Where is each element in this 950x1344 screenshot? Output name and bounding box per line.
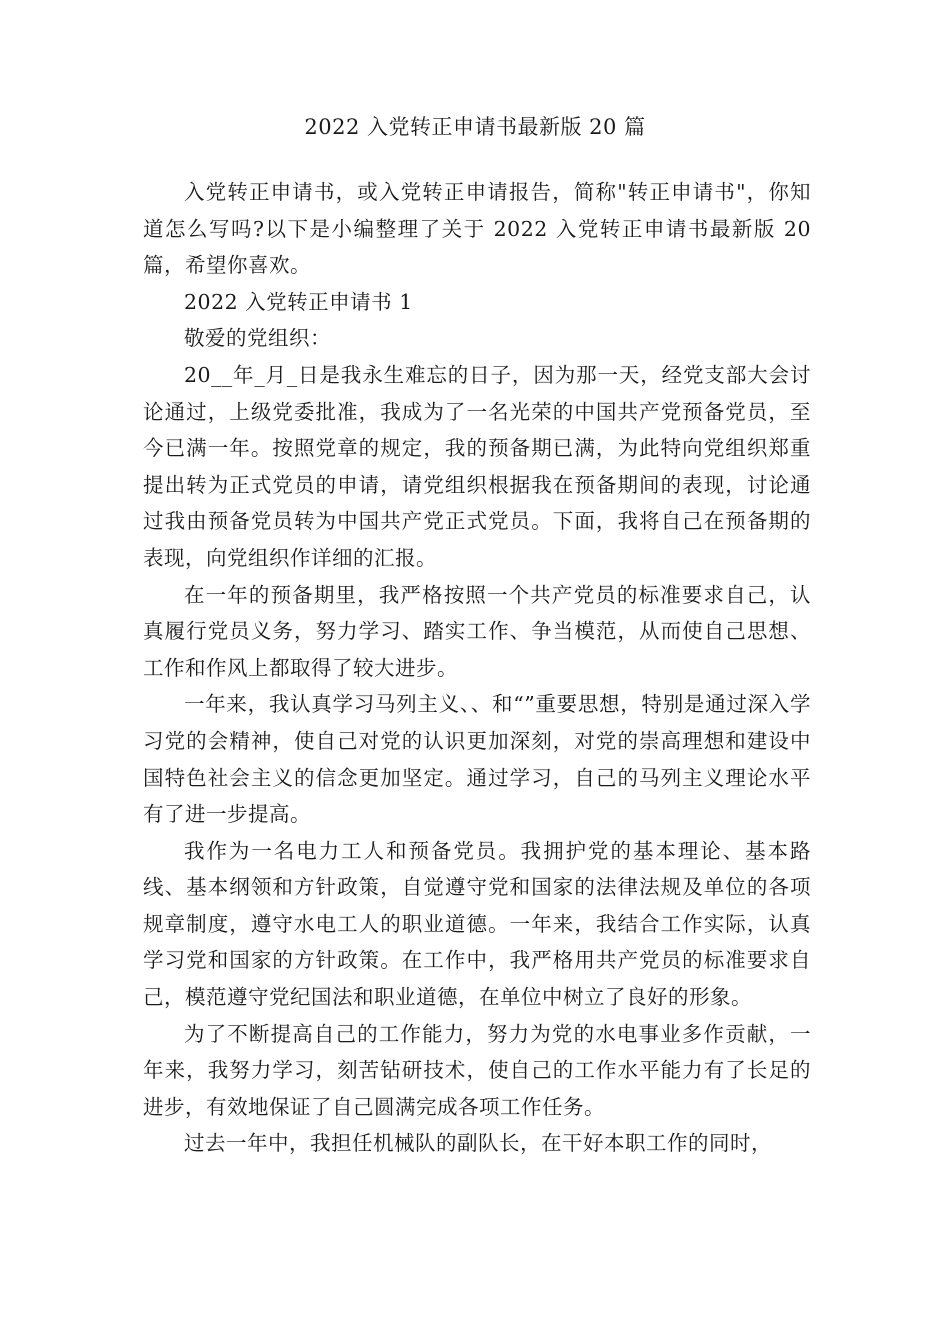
body-paragraph: 过去一年中，我担任机械队的副队长，在干好本职工作的同时， <box>184 1131 772 1156</box>
document-body <box>143 174 811 1162</box>
document-title: 2022 入党转正申请书最新版 20 篇 <box>304 115 646 139</box>
body-paragraph: 在一年的预备期里，我严格按照一个共产党员的标准要求自己，认真履行党员义务，努力学习、踏实工作、争当模范，从而使自己思想、工作和作风上都取得了较大进步。 <box>143 582 811 680</box>
salutation: 敬爱的党组织： <box>184 326 331 351</box>
intro-paragraph: 入党转正申请书，或入党转正申请报告，简称"转正申请书"，你知道怎么写吗?以下是小编整理了关于 2022 入党转正申请书最新版 20 篇，希望你喜欢。 <box>143 180 811 278</box>
body-paragraph: 为了不断提高自己的工作能力，努力为党的水电事业多作贡献，一年来，我努力学习，刻苦钻研技术，使自己的工作水平能力有了长足的进步，有效地保证了自己圆满完成各项工作任务。 <box>143 1021 811 1119</box>
body-paragraph: 20__年_月_日是我永生难忘的日子，因为那一天，经党支部大会讨论通过，上级党委批准，我成为了一名光荣的中国共产党预备党员，至今已满一年。按照党章的规定，我的预备期已满，为此特向党组织郑重提出转为正式党员的申请，请党组织根据我在预备期间的表现，讨论通过我由预备党员转为中国共产党正式党员。下面，我将自己在预备期的表现，向党组织作详细的汇报。 <box>143 362 811 570</box>
section-heading: 2022 入党转正申请书 1 <box>184 289 413 314</box>
body-paragraph: 我作为一名电力工人和预备党员。我拥护党的基本理论、基本路线、基本纲领和方针政策，自觉遵守党和国家的法律法规及单位的各项规章制度，遵守水电工人的职业道德。一年来，我结合工作实际，认真学习党和国家的方针政策。在工作中，我严格用共产党员的标准要求自己，模范遵守党纪国法和职业道德，在单位中树立了良好的形象。 <box>143 838 811 1010</box>
body-paragraph: 一年来，我认真学习马列主义、、和“”重要思想，特别是通过深入学习党的会精神，使自己对党的认识更加深刻，对党的崇高理想和建设中国特色社会主义的信念更加坚定。通过学习，自己的马列主义理论水平有了进一步提高。 <box>143 692 811 827</box>
